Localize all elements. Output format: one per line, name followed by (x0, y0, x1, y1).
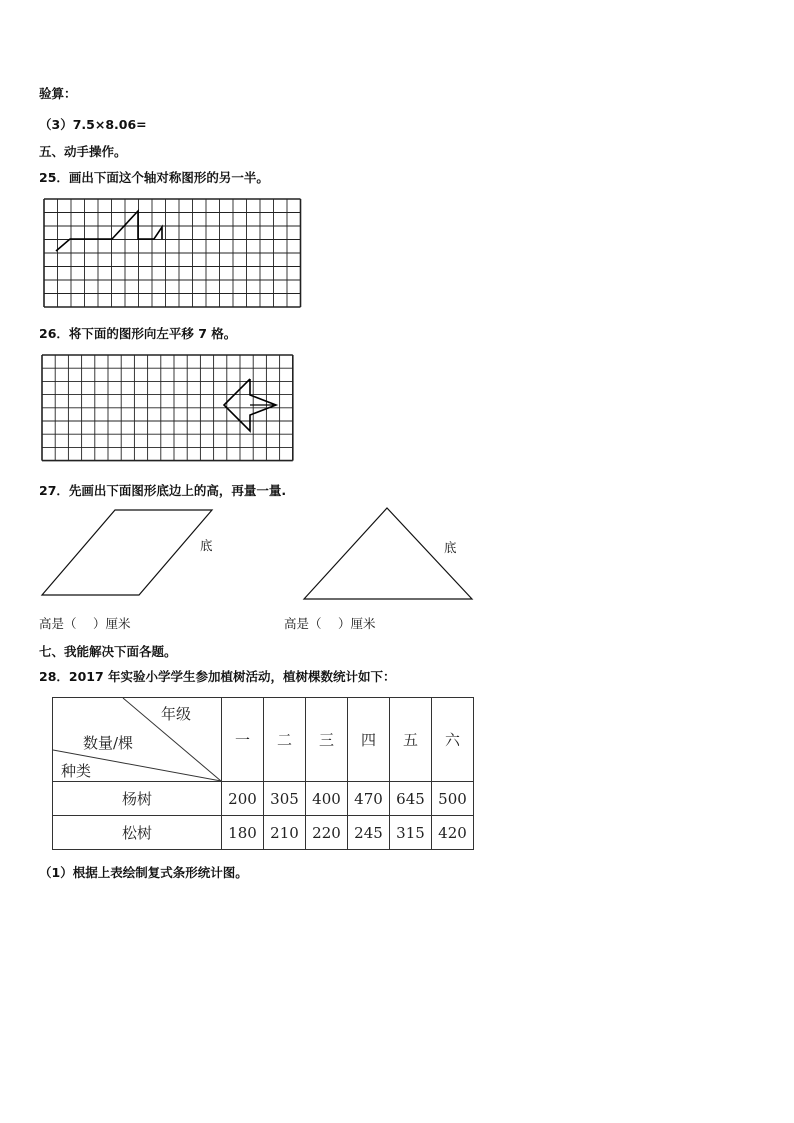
table-row (53, 816, 474, 850)
grade-header: 二 (264, 698, 306, 782)
header-type: 种类 (61, 762, 92, 780)
parallelogram (40, 508, 215, 598)
triangle-base-label: 底 (444, 540, 457, 555)
table-cell: 500 (432, 782, 474, 816)
height-answer-right: 高是（ ）厘米 (284, 616, 376, 631)
header-count: 数量/棵 (83, 734, 134, 752)
grade-header: 四 (348, 698, 390, 782)
table-cell: 645 (390, 782, 432, 816)
grade-header: 三 (306, 698, 348, 782)
question-25: 25．画出下面这个轴对称图形的另一半。 (39, 170, 269, 185)
section-7-title: 七、我能解决下面各题。 (39, 644, 177, 659)
table-cell: 400 (306, 782, 348, 816)
row-type: 杨树 (53, 782, 222, 816)
table-header-row (53, 698, 474, 782)
tree-planting-table (52, 697, 474, 850)
half-figure (56, 211, 162, 251)
section-5-title: 五、动手操作。 (39, 144, 127, 159)
height-answer-left: 高是（ ）厘米 (39, 616, 131, 631)
question-3: （3）7.5×8.06= (39, 117, 147, 132)
grade-header: 一 (222, 698, 264, 782)
table-cell: 245 (348, 816, 390, 850)
table-cell: 210 (264, 816, 306, 850)
header-grade: 年级 (161, 705, 192, 723)
question-28: 28．2017 年实验小学学生参加植树活动，植树棵数统计如下： (39, 669, 396, 684)
table-cell: 420 (432, 816, 474, 850)
question-27: 27．先画出下面图形底边上的高，再量一量. (39, 483, 287, 498)
question-26: 26．将下面的图形向左平移 7 格。 (39, 326, 237, 341)
parallelogram-base-label: 底 (200, 538, 213, 553)
verify-label: 验算： (39, 86, 77, 101)
question-28-1: （1）根据上表绘制复式条形统计图。 (39, 865, 248, 880)
table-row (53, 782, 474, 816)
table-cell: 200 (222, 782, 264, 816)
diagonal-header-cell (53, 698, 222, 782)
grade-header: 五 (390, 698, 432, 782)
row-type: 松树 (53, 816, 222, 850)
table-cell: 305 (264, 782, 306, 816)
table-cell: 220 (306, 816, 348, 850)
symmetry-grid (42, 197, 307, 307)
grade-header: 六 (432, 698, 474, 782)
table-cell: 180 (222, 816, 264, 850)
table-cell: 315 (390, 816, 432, 850)
table-cell: 470 (348, 782, 390, 816)
translation-grid (40, 353, 306, 463)
